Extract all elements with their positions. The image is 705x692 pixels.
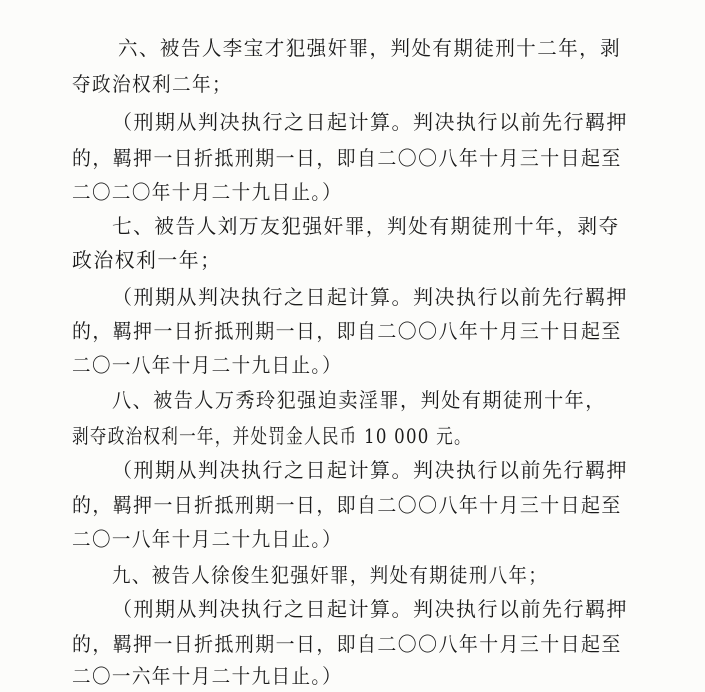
- text-line: （刑期从判决执行之日起计算。判决执行以前先行羁押: [112, 597, 628, 621]
- text-line: 二〇一八年十月二十九日止。）: [72, 527, 343, 551]
- text-line: （刑期从判决执行之日起计算。判决执行以前先行羁押: [112, 110, 628, 134]
- text-line: 夺政治权利二年；: [72, 72, 232, 96]
- text-line: 的，羁押一日折抵刑期一日，即自二〇〇八年十月三十日起至: [72, 146, 622, 170]
- text-line: 二〇二〇年十月二十九日止。）: [72, 180, 343, 204]
- text-line: 七、被告人刘万友犯强奸罪，判处有期徒刑十年，剥夺: [112, 214, 620, 238]
- text-line: 的，羁押一日折抵刑期一日，即自二〇〇八年十月三十日起至: [72, 493, 622, 517]
- text-line: 八、被告人万秀玲犯强迫卖淫罪，判处有期徒刑十年，: [112, 388, 606, 412]
- text-line: 二〇一六年十月二十九日止。）: [72, 664, 343, 688]
- text-line: 的，羁押一日折抵刑期一日，即自二〇〇八年十月三十日起至: [72, 632, 622, 656]
- text-line: 的，羁押一日折抵刑期一日，即自二〇〇八年十月三十日起至: [72, 319, 622, 343]
- text-line: 政治权利一年；: [72, 248, 222, 272]
- text-line: 剥夺政治权利一年，并处罚金人民币 10 000 元。: [72, 424, 472, 448]
- text-line: 六、被告人李宝才犯强奸罪，判处有期徒刑十二年，剥: [118, 36, 622, 60]
- text-line: （刑期从判决执行之日起计算。判决执行以前先行羁押: [112, 458, 628, 482]
- text-line: （刑期从判决执行之日起计算。判决执行以前先行羁押: [112, 285, 628, 309]
- text-line: 二〇一八年十月二十九日止。）: [72, 353, 343, 377]
- text-line: 九、被告人徐俊生犯强奸罪，判处有期徒刑八年；: [112, 563, 549, 587]
